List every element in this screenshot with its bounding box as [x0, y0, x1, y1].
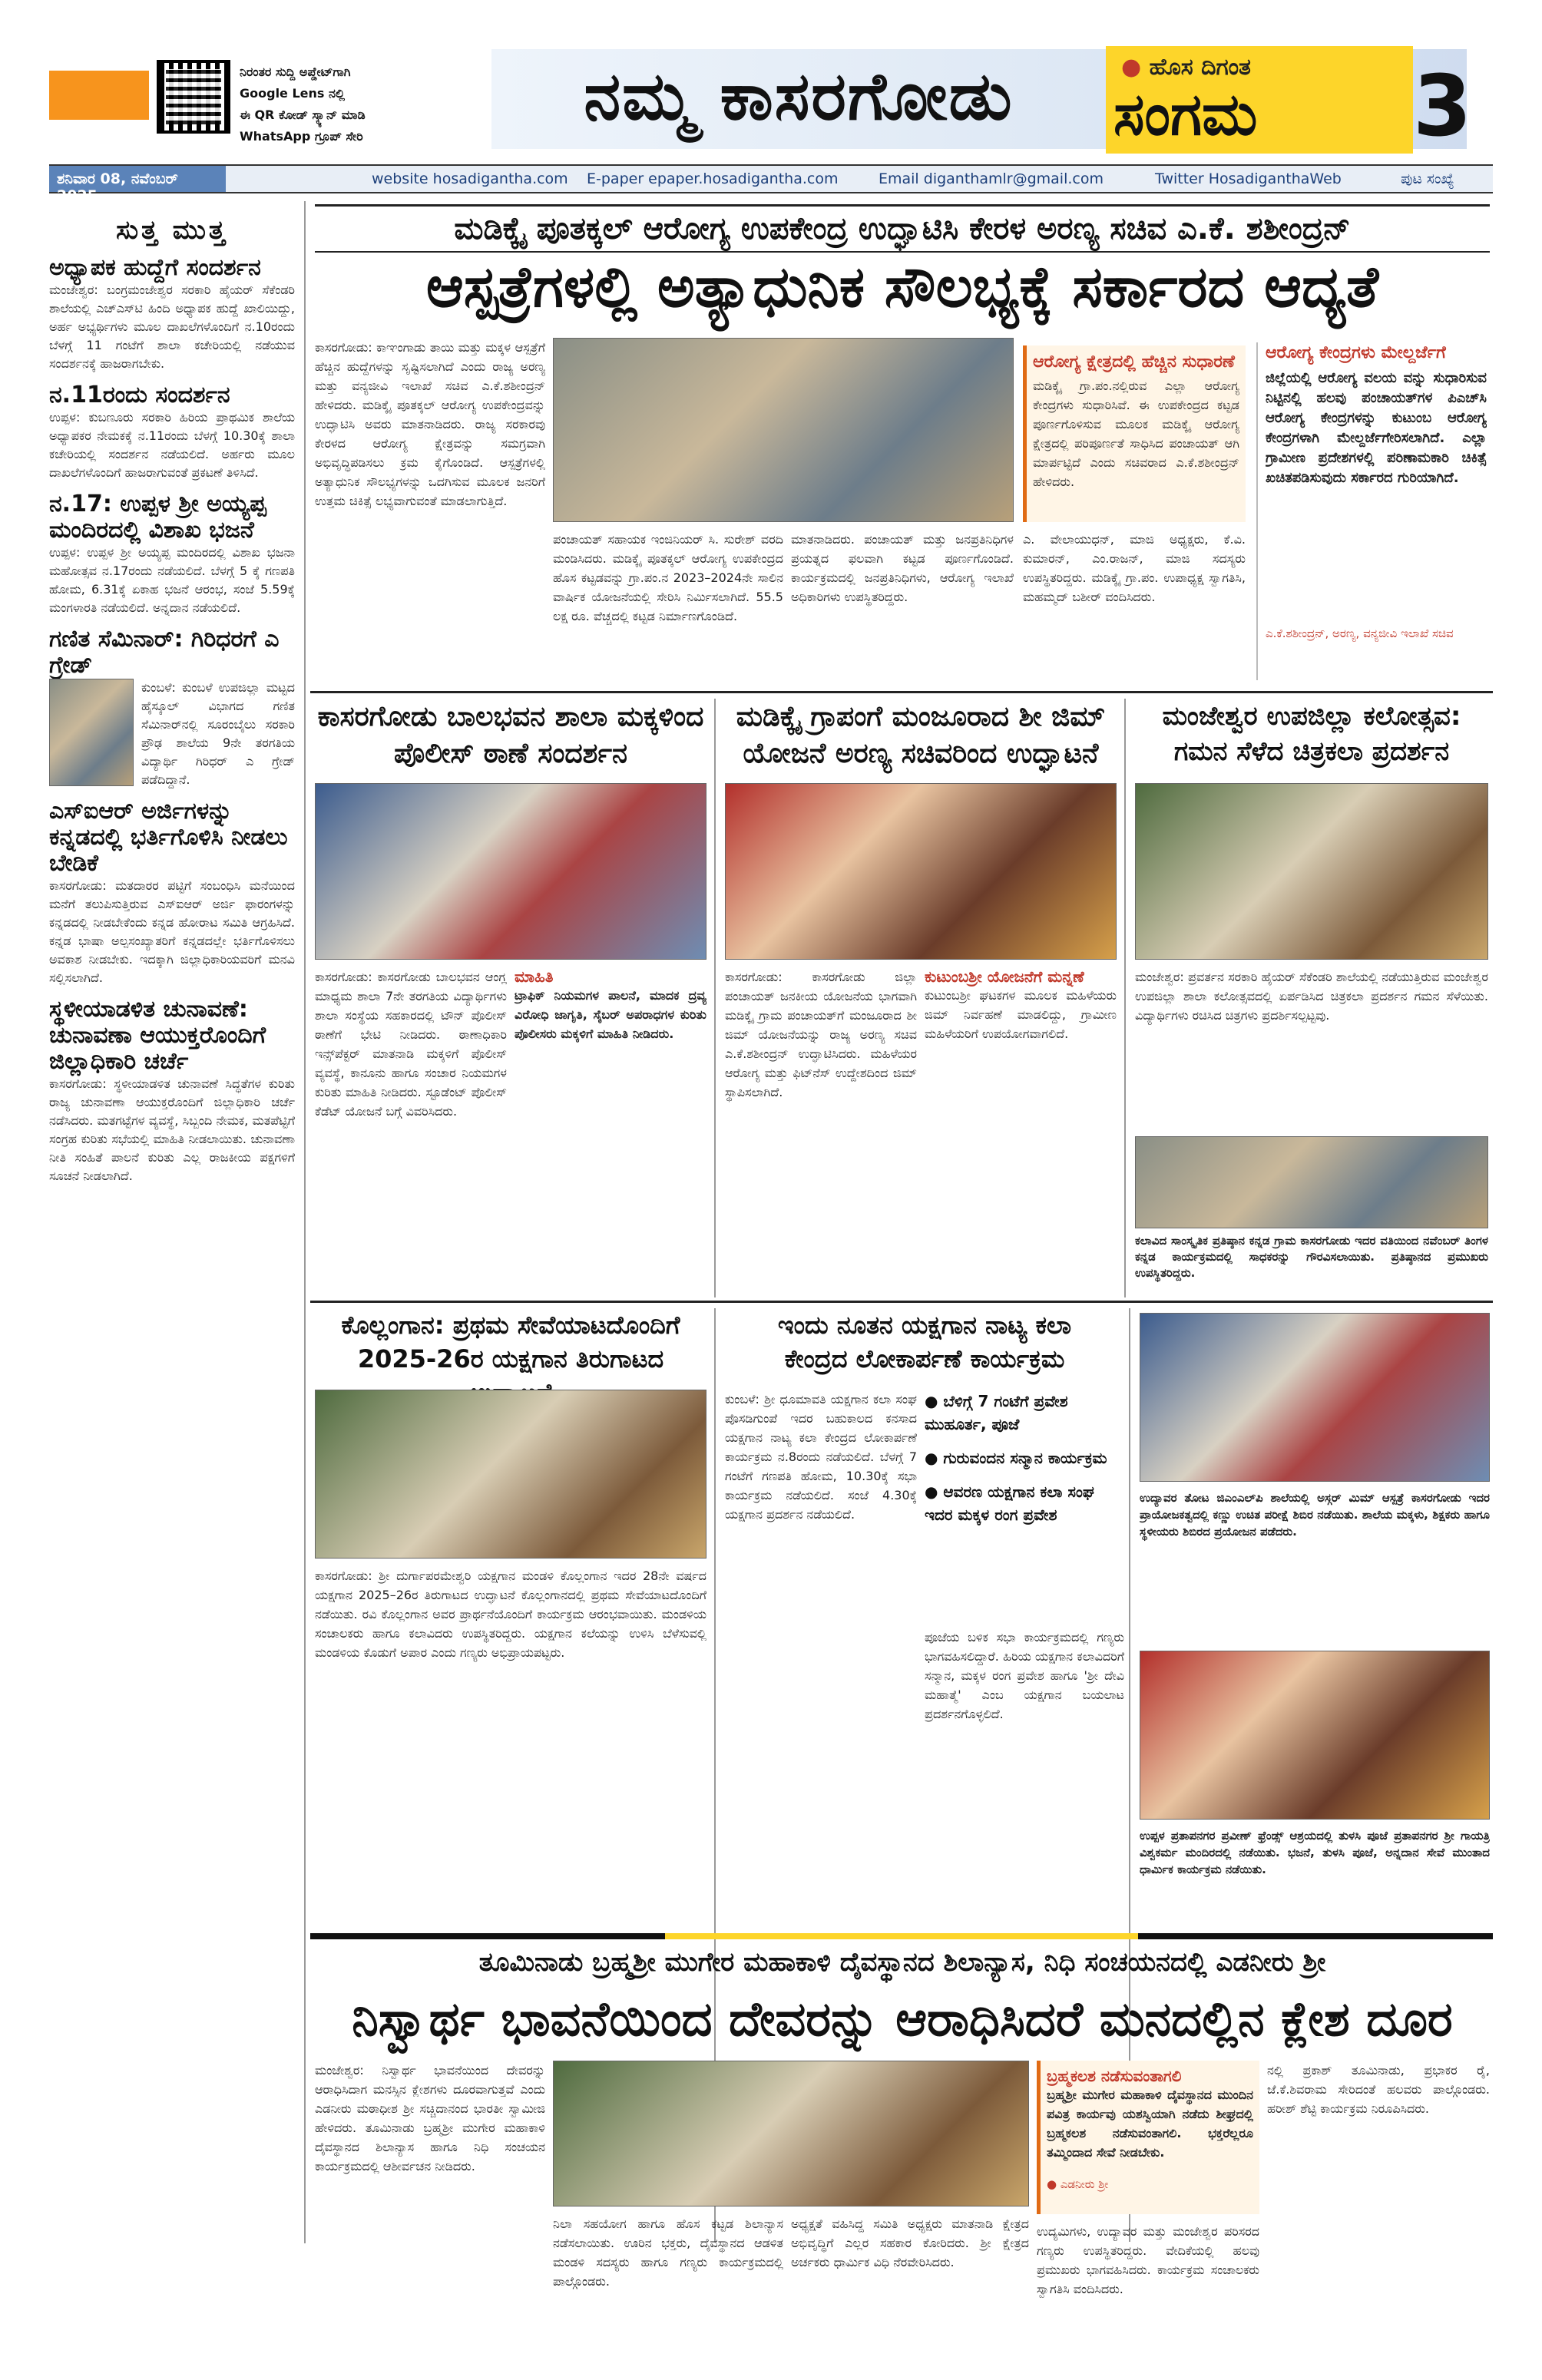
issue-date: ಶನಿವಾರ 08, ನವೆಂಬರ್ 2025 — [49, 166, 226, 192]
story-body: ನಿಲಾ ಸಹಯೋಗ ಹಾಗೂ ಹೊಸ ಕಟ್ಟಡ ಶಿಲಾನ್ಯಾಸ ನಡೆಸಲಾಯಿತು. ಊರಿನ ಭಕ್ತರು, ದೈವಸ್ಥಾನದ ಆಡಳಿತ ಮಂಡಳಿ ಸದಸ್ಯರು ಹಾಗೂ ಗಣ್ಯರು ಕಾರ್ಯಕ್ರಮದಲ್ಲಿ ಪಾಲ್ಗೊಂಡರು. — [553, 2216, 783, 2289]
email-link[interactable]: Email diganthamlr@gmail.com — [879, 170, 1104, 187]
school-visit-photo — [315, 783, 706, 960]
program-item-text: ಆವರಣ ಯಕ್ಷಗಾನ ಕಲಾ ಸಂಘ ಇದರ ಮಕ್ಕಳ ರಂಗ ಪ್ರವೇಶ — [925, 1483, 1094, 1524]
page-number: 3 — [1413, 57, 1472, 155]
program-item: ● ಆವರಣ ಯಕ್ಷಗಾನ ಕಲಾ ಸಂಘ ಇದರ ಮಕ್ಕಳ ರಂಗ ಪ್ರವೇಶ — [925, 1483, 1094, 1524]
epaper-link[interactable]: E-paper epaper.hosadigantha.com — [587, 170, 839, 187]
story-body: ಮಂಜೇಶ್ವರ: ಪ್ರವರ್ತನ ಸರಕಾರಿ ಹೈಯರ್ ಸೆಕೆಂಡರಿ ಶಾಲೆಯಲ್ಲಿ ನಡೆಯುತ್ತಿರುವ ಮಂಜೇಶ್ವರ ಉಪಜಿಲ್ಲಾ ಶಾಲಾ ಕಲೋತ್ಸವದಲ್ಲಿ ಏರ್ಪಡಿಸಿದ ಚಿತ್ರಕಲಾ ಪ್ರದರ್ಶನ ಗಮನ ಸೆಳೆಯಿತು. ವಿದ್ಯಾರ್ಥಿಗಳು ರಚಿಸಿದ ಚಿತ್ರಗಳು ಪ್ರದರ್ಶಿಸಲ್ಪಟ್ಟವು. — [1135, 970, 1488, 1023]
lead-headline: ಆಸ್ಪತ್ರೆಗಳಲ್ಲಿ ಅತ್ಯಾಧುನಿಕ ಸೌಲಭ್ಯಕ್ಕೆ ಸರ್ಕಾರದ ಆದ್ಯತೆ — [425, 254, 1379, 320]
story-body: ಕಾಸರಗೋಡು: ಕಾಸರಗೋಡು ಬಾಲಭವನ ಆಂಗ್ಲ ಮಾಧ್ಯಮ ಶಾಲಾ 7ನೇ ತರಗತಿಯ ವಿದ್ಯಾರ್ಥಿಗಳು ಶಾಲಾ ಸಂಸ್ಥೆಯ ಸಹಕಾರದಲ್ಲಿ ಟೌನ್ ಪೊಲೀಸ್ ಠಾಣೆಗೆ ಭೇಟಿ ನೀಡಿದರು. ಠಾಣಾಧಿಕಾರಿ ಇನ್ಸ್‌ಪೆಕ್ಟರ್ ಮಾತನಾಡಿ ಮಕ್ಕಳಿಗೆ ಪೊಲೀಸ್ ವ್ಯವಸ್ಥೆ, ಕಾನೂನು ಹಾಗೂ ಸಂಚಾರ ನಿಯಮಗಳ ಕುರಿತು ಮಾಹಿತಿ ನೀಡಿದರು. ಸ್ಟೂಡೆಂಟ್ ಪೊಲೀಸ್ ಕೆಡೆಟ್ ಯೋಜನೆ ಬಗ್ಗೆ ವಿವರಿಸಿದರು. — [315, 970, 507, 1119]
story-body: ಉದ್ಯಮಿಗಳು, ಉದ್ಯಾವರ ಮತ್ತು ಮಂಜೇಶ್ವರ ಪರಿಸರದ ಗಣ್ಯರು ಉಪಸ್ಥಿತರಿದ್ದರು. ವೇದಿಕೆಯಲ್ಲಿ ಹಲವು ಪ್ರಮುಖರು ಭಾಗವಹಿಸಿದರು. ಕಾರ್ಯಕ್ರಮ ಸಂಚಾಲಕರು ಸ್ವಾಗತಿಸಿ ವಂದಿಸಿದರು. — [1037, 2224, 1259, 2296]
quote-body: ಜಿಲ್ಲೆಯಲ್ಲಿ ಆರೋಗ್ಯ ವಲಯ ವನ್ನು ಸುಧಾರಿಸುವ ನಿಟ್ಟಿನಲ್ಲಿ ಹಲವು ಪಂಚಾಯತ್‌ಗಳ ಪಿಎಚ್‌ಸಿ ಆರೋಗ್ಯ ಕೇಂದ್ರಗಳನ್ನು ಕುಟುಂಬ ಆರೋಗ್ಯ ಕೇಂದ್ರಗಳಾಗಿ ಮೇಲ್ದರ್ಜೆಗೇರಿಸಲಾಗಿದೆ. ಎಲ್ಲಾ ಗ್ರಾಮೀಣ ಪ್ರದೇಶಗಳಲ್ಲಿ ಪರಿಣಾಮಕಾರಿ ಚಿಕಿತ್ಸೆ ಖಚಿತಪಡಿಸುವುದು ಸರ್ಕಾರದ ಗುರಿಯಾಗಿದೆ. — [1266, 370, 1487, 486]
note-body: ಕುಟುಂಬಶ್ರೀ ಘಟಕಗಳ ಮೂಲಕ ಮಹಿಳೆಯರು ಜಿಮ್ ನಿರ್ವಹಣೆ ಮಾಡಲಿದ್ದು, ಗ್ರಾಮೀಣ ಮಹಿಳೆಯರಿಗೆ ಉಪಯೋಗವಾಗಲಿದೆ. — [925, 988, 1117, 1041]
brief-body: ಕಾಸರಗೋಡು: ಮತದಾರರ ಪಟ್ಟಿಗೆ ಸಂಬಂಧಿಸಿ ಮನೆಯಿಂದ ಮನೆಗೆ ತಲುಪಿಸುತ್ತಿರುವ ಎಸ್‌ಐಆರ್ ಅರ್ಜಿ ಫಾರಂಗಳನ್ನು ಕನ್ನಡದಲ್ಲಿ ನೀಡಬೇಕೆಂದು ಕನ್ನಡ ಹೋರಾಟ ಸಮಿತಿ ಆಗ್ರಹಿಸಿದೆ. ಕನ್ನಡ ಭಾಷಾ ಅಲ್ಪಸಂಖ್ಯಾತರಿಗೆ ಕನ್ನಡದಲ್ಲೇ ಭರ್ತಿಗೊಳಿಸಲು ಅವಕಾಶ ನೀಡಬೇಕು. ಇದಕ್ಕಾಗಿ ಜಿಲ್ಲಾಧಿಕಾರಿಯವರಿಗೆ ಮನವಿ ಸಲ್ಲಿಸಲಾಗಿದೆ. — [49, 878, 295, 985]
brief-heading: ಎಸ್‌ಐಆರ್ ಅರ್ಜಿಗಳನ್ನು ಕನ್ನಡದಲ್ಲಿ ಭರ್ತಿಗೊಳಿಸಿ ನೀಡಲು ಬೇಡಿಕೆ — [49, 798, 288, 877]
sidebar-logo: ಸುತ್ತ ಮುತ್ತ — [116, 215, 228, 246]
eye-camp-photo — [1140, 1313, 1490, 1482]
headline-line: 2025-26ರ ಯಕ್ಷಗಾನ ತಿರುಗಾಟದ — [357, 1344, 664, 1373]
photo-caption: ಕಲಾವಿದ ಸಾಂಸ್ಕೃತಿಕ ಪ್ರತಿಷ್ಠಾನ ಕನ್ನಡ ಗ್ರಾಮ ಕಾಸರಗೋಡು ಇದರ ವತಿಯಿಂದ ನವೆಂಬರ್ ತಿಂಗಳ ಕನ್ನಡ ಕಾರ್ಯಕ್ರಮದಲ್ಲಿ ಸಾಧಕರನ್ನು ಗೌರವಿಸಲಾಯಿತು. ಪ್ರತಿಷ್ಠಾನದ ಪ್ರಮುಖರು ಉಪಸ್ಥಿತರಿದ್ದರು. — [1135, 1234, 1488, 1280]
note-title: ಕುಟುಂಬಶ್ರೀ ಯೋಜನೆಗೆ ಮನ್ನಣೆ — [925, 967, 1084, 986]
brief-body: ಉಪ್ಪಳ: ಉಪ್ಪಳ ಶ್ರೀ ಅಯ್ಯಪ್ಪ ಮಂದಿರದಲ್ಲಿ ವಿಶಾಖ ಭಜನಾ ಮಹೋತ್ಸವ ನ.17ರಂದು ನಡೆಯಲಿದೆ. ಬೆಳಗ್ಗೆ 5 ಕ್ಕೆ ಗಣಪತಿ ಹೋಮ, 6.31ಕ್ಕೆ ಏಕಾಹ ಭಜನೆ ಆರಂಭ, ಸಂಜೆ 5.59ಕ್ಕೆ ಮಂಗಳಾರತಿ ನಡೆಯಲಿದೆ. ಅನ್ನದಾನ ನಡೆಯಲಿದೆ. — [49, 545, 295, 615]
section-rule — [310, 1933, 1493, 1939]
brief-body: ಮಂಜೇಶ್ವರ: ಬಂಗ್ರಮಂಜೇಶ್ವರ ಸರಕಾರಿ ಹೈಯರ್ ಸೆಕೆಂಡರಿ ಶಾಲೆಯಲ್ಲಿ ಎಚ್‌ಎಸ್‌ಟಿ ಹಿಂದಿ ಅಧ್ಯಾಪಕ ಹುದ್ದೆ ಖಾಲಿಯಿದ್ದು, ಅರ್ಹ ಅಭ್ಯರ್ಥಿಗಳು ಮೂಲ ದಾಖಲೆಗಳೊಂದಿಗೆ ನ.10ರಂದು ಬೆಳಗ್ಗೆ 11 ಗಂಟೆಗೆ ಶಾಲಾ ಕಚೇರಿಯಲ್ಲಿ ನಡೆಯುವ ಸಂದರ್ಶನಕ್ಕೆ ಹಾಜರಾಗಬೇಕು. — [49, 283, 295, 371]
callout-body: ಮಡಿಕ್ಕೈ ಗ್ರಾ.ಪಂ.ನಲ್ಲಿರುವ ಎಲ್ಲಾ ಆರೋಗ್ಯ ಕೇಂದ್ರಗಳು ಸುಧಾರಿಸಿವೆ. ಈ ಉಪಕೇಂದ್ರದ ಕಟ್ಟಡ ಪೂರ್ಣಗೊಳಿಸುವ ಮೂಲಕ ಮಡಿಕ್ಕೈ ಆರೋಗ್ಯ ಕ್ಷೇತ್ರದಲ್ಲಿ ಪರಿಪೂರ್ಣತೆ ಸಾಧಿಸಿದ ಪಂಚಾಯತ್ ಆಗಿ ಮಾರ್ಪಟ್ಟಿದೆ ಎಂದು ಸಚಿವರಾದ ಎ.ಕೆ.ಶಶೀಂದ್ರನ್ ಹೇಳಿದರು. — [1033, 378, 1239, 489]
page-title: ನಮ್ಮ ಕಾಸರಗೋಡು — [584, 58, 1014, 135]
brief-heading: ನ.11ರಂದು ಸಂದರ್ಶನ — [49, 382, 230, 408]
brief-heading: ಸ್ಥಳೀಯಾಡಳಿತ ಚುನಾವಣೆ: ಚುನಾವಣಾ ಆಯುಕ್ತರೊಂದಿಗೆ ಜಿಲ್ಲಾಧಿಕಾರಿ ಚರ್ಚೆ — [49, 996, 266, 1075]
quote-author: ಎ.ಕೆ.ಶಶೀಂದ್ರನ್, ಅರಣ್ಯ, ವನ್ಯಜೀವಿ ಇಲಾಖೆ ಸಚಿವ — [1266, 626, 1454, 640]
website-link[interactable]: website hosadigantha.com — [372, 170, 568, 187]
section-rule — [310, 1301, 1493, 1303]
headline-line: ಕೊಲ್ಲಂಗಾನ: ಪ್ರಥಮ ಸೇವೆಯಾಟದೊಂದಿಗೆ — [341, 1311, 680, 1340]
lead-callout — [1023, 345, 1246, 522]
callout-author-name: ಎಡನೀರು ಶ್ರೀ — [1060, 2177, 1109, 2191]
story-body: ನಲ್ಲಿ ಪ್ರಕಾಶ್ ತೂಮಿನಾಡು, ಪ್ರಭಾಕರ ರೈ, ಜೆ.ಕೆ.ಶಿವರಾಮ ಸೇರಿದಂತೆ ಹಲವರು ಪಾಲ್ಗೊಂಡರು. ಹರೀಶ್ ಶೆಟ್ಟಿ ಕಾರ್ಯಕ್ರಮ ನಿರೂಪಿಸಿದರು. — [1267, 2063, 1490, 2116]
qr-line: WhatsApp ಗ್ರೂಪ್ ಸೇರಿ — [240, 129, 363, 144]
callout-title: ಬ್ರಹ್ಮಕಲಶ ನಡೆಸುವಂತಾಗಲಿ — [1047, 2067, 1182, 2085]
headline-line: ಇಂದು ನೂತನ ಯಕ್ಷಗಾನ ನಾಟ್ಯ ಕಲಾ — [777, 1311, 1072, 1340]
program-item: ● ಗುರುವಂದನ ಸನ್ಮಾನ ಕಾರ್ಯಕ್ರಮ — [925, 1449, 1107, 1467]
minister-quote — [1256, 342, 1487, 680]
student-photo — [49, 679, 134, 786]
felicitation-photo — [1135, 1136, 1488, 1228]
qr-code-icon[interactable] — [157, 60, 230, 134]
temple-photo — [553, 2061, 1029, 2206]
brand-label: ಹೊಸ ದಿಗಂತ — [1149, 54, 1251, 81]
column-divider — [714, 699, 716, 1297]
gym-inauguration-photo — [725, 783, 1117, 960]
callout-title: ಆರೋಗ್ಯ ಕ್ಷೇತ್ರದಲ್ಲಿ ಹೆಚ್ಚಿನ ಸುಧಾರಣೆ — [1033, 352, 1235, 372]
art-exhibition-photo — [1135, 783, 1488, 960]
lead-body: ಎ. ವೇಲಾಯುಧನ್, ಮಾಜಿ ಅಧ್ಯಕ್ಷರು, ಕೆ.ವಿ. ಕುಮಾರನ್, ಎಂ.ರಾಜನ್, ಮಾಜಿ ಸದಸ್ಯರು ಉಪಸ್ಥಿತರಿದ್ದರು. ಮಡಿಕ್ಕೈ ಗ್ರಾ.ಪಂ. ಉಪಾಧ್ಯಕ್ಷ ಸ್ವಾಗತಿಸಿ, ಮಹಮ್ಮದ್ ಬಶೀರ್ ವಂದಿಸಿದರು. — [1023, 532, 1246, 604]
twitter-link[interactable]: Twitter HosadiganthaWeb — [1155, 170, 1342, 187]
brief-body: ಕುಂಬಳೆ: ಕುಂಬಳೆ ಉಪಜಿಲ್ಲಾ ಮಟ್ಟದ ಹೈಸ್ಕೂಲ್ ವಿಭಾಗದ ಗಣಿತ ಸೆಮಿನಾರ್‌ನಲ್ಲಿ ಸೂರಂಬೈಲು ಸರಕಾರಿ ಪ್ರೌಢ ಶಾಲೆಯ 9ನೇ ತರಗತಿಯ ವಿದ್ಯಾರ್ಥಿ ಗಿರಿಧರ್ ಎ ಗ್ರೇಡ್ ಪಡೆದಿದ್ದಾನೆ. — [141, 680, 295, 787]
story-body: ಮಂಜೇಶ್ವರ: ನಿಸ್ವಾರ್ಥ ಭಾವನೆಯಿಂದ ದೇವರನ್ನು ಆರಾಧಿಸಿದಾಗ ಮನಸ್ಸಿನ ಕ್ಲೇಶಗಳು ದೂರವಾಗುತ್ತವೆ ಎಂದು ಎಡನೀರು ಮಠಾಧೀಶ ಶ್ರೀ ಸಚ್ಚಿದಾನಂದ ಭಾರತೀ ಸ್ವಾಮೀಜಿ ಹೇಳಿದರು. ತೂಮಿನಾಡು ಬ್ರಹ್ಮಶ್ರೀ ಮುಗೇರ ಮಹಾಕಾಳಿ ದೈವಸ್ಥಾನದ ಶಿಲಾನ್ಯಾಸ ಹಾಗೂ ನಿಧಿ ಸಂಚಯನ ಕಾರ್ಯಕ್ರಮದಲ್ಲಿ ಆಶೀರ್ವಚನ ನೀಡಿದರು. — [315, 2063, 545, 2173]
lead-body: ಕಾಸರಗೋಡು: ಕಾಞಂಗಾಡು ತಾಯಿ ಮತ್ತು ಮಕ್ಕಳ ಆಸ್ಪತ್ರೆಗೆ ಹೆಚ್ಚಿನ ಹುದ್ದೆಗಳನ್ನು ಸೃಷ್ಟಿಸಲಾಗಿದೆ ಎಂದು ರಾಜ್ಯ ಅರಣ್ಯ ಮತ್ತು ವನ್ಯಜೀವಿ ಇಲಾಖೆ ಸಚಿವ ಎ.ಕೆ.ಶಶೀಂದ್ರನ್ ಹೇಳಿದರು. ಮಡಿಕ್ಕೈ ಪೂತಕ್ಕಲ್ ಆರೋಗ್ಯ ಉಪಕೇಂದ್ರವನ್ನು ಉದ್ಘಾಟಿಸಿ ಅವರು ಮಾತನಾಡಿದರು. ರಾಜ್ಯ ಸರಕಾರವು ಕೇರಳದ ಆರೋಗ್ಯ ಕ್ಷೇತ್ರವನ್ನು ಸಮಗ್ರವಾಗಿ ಅಭಿವೃದ್ಧಿಪಡಿಸಲು ಕ್ರಮ ಕೈಗೊಂಡಿದೆ. ಆಸ್ಪತ್ರೆಗಳಲ್ಲಿ ಅತ್ಯಾಧುನಿಕ ಸೌಲಭ್ಯಗಳನ್ನು ಒದಗಿಸುವ ಮೂಲಕ ಜನರಿಗೆ ಉತ್ತಮ ಚಿಕಿತ್ಸೆ ಲಭ್ಯವಾಗುವಂತೆ ಮಾಡಲಾಗುತ್ತಿದೆ. — [315, 340, 545, 508]
section-rule — [310, 691, 1493, 693]
supplement-title: ಸಂಗಮ — [1113, 80, 1258, 148]
headline-line: ಕೇಂದ್ರದ ಲೋಕಾರ್ಪಣೆ ಕಾರ್ಯಕ್ರಮ — [784, 1344, 1065, 1373]
brand-name: ● ಹೊಸ ದಿಗಂತ — [1121, 54, 1251, 81]
lead-body: ಮಾತನಾಡಿದರು. ಪಂಚಾಯತ್ ಮತ್ತು ಜನಪ್ರತಿನಿಧಿಗಳ ಪ್ರಯತ್ನದ ಫಲವಾಗಿ ಕಟ್ಟಡ ಪೂರ್ಣಗೊಂಡಿದೆ. ಕಾರ್ಯಕ್ರಮದಲ್ಲಿ ಜನಪ್ರತಿನಿಧಿಗಳು, ಆರೋಗ್ಯ ಇಲಾಖೆ ಅಧಿಕಾರಿಗಳು ಉಪಸ್ಥಿತರಿದ್ದರು. — [791, 532, 1014, 604]
note-body: ಟ್ರಾಫಿಕ್ ನಿಯಮಗಳ ಪಾಲನೆ, ಮಾದಕ ದ್ರವ್ಯ ವಿರೋಧಿ ಜಾಗೃತಿ, ಸೈಬರ್ ಅಪರಾಧಗಳ ಕುರಿತು ಪೊಲೀಸರು ಮಕ್ಕಳಿಗೆ ಮಾಹಿತಿ ನೀಡಿದರು. — [515, 988, 706, 1041]
story-note — [515, 967, 706, 1290]
sidebar — [49, 207, 295, 1185]
tulasi-pooja-photo — [1140, 1651, 1490, 1820]
quote-title: ಆರೋಗ್ಯ ಕೇಂದ್ರಗಳು ಮೇಲ್ದರ್ಜೆಗೆ — [1266, 343, 1446, 362]
story-headline: ಮಂಜೇಶ್ವರ ಉಪಜಿಲ್ಲಾ ಕಲೋತ್ಸವ: ಗಮನ ಸೆಳೆದ ಚಿತ್ರಕಲಾ ಪ್ರದರ್ಶನ — [1162, 701, 1461, 767]
callout-body: ಬ್ರಹ್ಮಶ್ರೀ ಮುಗೇರ ಮಹಾಕಾಳಿ ದೈವಸ್ಥಾನದ ಮುಂದಿನ ಪವಿತ್ರ ಕಾರ್ಯವು ಯಶಸ್ವಿಯಾಗಿ ನಡೆದು ಶೀಘ್ರದಲ್ಲಿ ಬ್ರಹ್ಮಕಲಶ ನಡೆಸುವಂತಾಗಲಿ. ಭಕ್ತರೆಲ್ಲರೂ ತಮ್ಮಿಂದಾದ ಸೇವೆ ನೀಡಬೇಕು. — [1047, 2087, 1253, 2160]
story-body: ಕಾಸರಗೋಡು: ಶ್ರೀ ದುರ್ಗಾಪರಮೇಶ್ವರಿ ಯಕ್ಷಗಾನ ಮಂಡಳಿ ಕೊಲ್ಲಂಗಾನ ಇದರ 28ನೇ ವರ್ಷದ ಯಕ್ಷಗಾನ 2025–26ರ ತಿರುಗಾಟದ ಉದ್ಘಾಟನೆ ಕೊಲ್ಲಂಗಾನದಲ್ಲಿ ಪ್ರಥಮ ಸೇವೆಯಾಟದೊಂದಿಗೆ ನಡೆಯಿತು. ರವಿ ಕೊಲ್ಲಂಗಾನ ಅವರ ಪ್ರಾರ್ಥನೆಯೊಂದಿಗೆ ಕಾರ್ಯಕ್ರಮ ಆರಂಭವಾಯಿತು. ಮಂಡಳಿಯ ಸಂಚಾಲಕರು ಹಾಗೂ ಕಲಾವಿದರು ಉಪಸ್ಥಿತರಿದ್ದರು. ಯಕ್ಷಗಾನ ಕಲೆಯನ್ನು ಉಳಿಸಿ ಬೆಳೆಸುವಲ್ಲಿ ಮಂಡಳಿಯ ಕೊಡುಗೆ ಅಪಾರ ಎಂದು ಗಣ್ಯರು ಅಭಿಪ್ರಾಯಪಟ್ಟರು. — [315, 1568, 706, 1660]
arts-centre-headline — [725, 1308, 1124, 1376]
program-item: ● ಬೆಳಿಗ್ಗೆ 7 ಗಂಟೆಗೆ ಪ್ರವೇಶ ಮುಹೂರ್ತ, ಪೂಜೆ — [925, 1392, 1068, 1433]
story-headline: ಮಡಿಕ್ಕೈ ಗ್ರಾಪಂಗೆ ಮಂಜೂರಾದ ಶೀ ಜಿಮ್ ಯೋಜನೆ ಅರಣ್ಯ ಸಚಿವರಿಂದ ಉದ್ಘಾಟನೆ — [736, 701, 1106, 769]
bottom-kicker: ತೂಮಿನಾಡು ಬ್ರಹ್ಮಶ್ರೀ ಮುಗೇರ ಮಹಾಕಾಳಿ ದೈವಸ್ಥಾನದ ಶಿಲಾನ್ಯಾಸ, ನಿಧಿ ಸಂಚಯನದಲ್ಲಿ ಎಡನೀರು ಶ್ರೀ — [478, 1947, 1326, 1978]
column-divider — [304, 201, 306, 2243]
photo-caption: ಉಪ್ಪಳ ಪ್ರತಾಪನಗರ ಪ್ರವೀಣ್ ಫ್ರೆಂಡ್ಸ್ ಆಶ್ರಯದಲ್ಲಿ ತುಳಸಿ ಪೂಜೆ ಪ್ರತಾಪನಗರ ಶ್ರೀ ಗಾಯತ್ರಿ ವಿಶ್ವಕರ್ಮ ಮಂದಿರದಲ್ಲಿ ನಡೆಯಿತು. ಭಜನೆ, ತುಳಸಿ ಪೂಜೆ, ಅನ್ನದಾನ ಸೇವೆ ಮುಂತಾದ ಧಾರ್ಮಿಕ ಕಾರ್ಯಕ್ರಮ ನಡೆಯಿತು. — [1140, 1829, 1490, 1876]
brief-body: ಕಾಸರಗೋಡು: ಸ್ಥಳೀಯಾಡಳಿತ ಚುನಾವಣೆ ಸಿದ್ಧತೆಗಳ ಕುರಿತು ರಾಜ್ಯ ಚುನಾವಣಾ ಆಯುಕ್ತರೊಂದಿಗೆ ಜಿಲ್ಲಾಧಿಕಾರಿ ಚರ್ಚೆ ನಡೆಸಿದರು. ಮತಗಟ್ಟೆಗಳ ವ್ಯವಸ್ಥೆ, ಸಿಬ್ಬಂದಿ ನೇಮಕ, ಮತಪೆಟ್ಟಿಗೆ ಸಂಗ್ರಹ ಕುರಿತು ಸಭೆಯಲ್ಲಿ ಮಾಹಿತಿ ನೀಡಲಾಯಿತು. ಚುನಾವಣಾ ನೀತಿ ಸಂಹಿತೆ ಪಾಲನೆ ಕುರಿತು ಎಲ್ಲ ರಾಜಕೀಯ ಪಕ್ಷಗಳಿಗೆ ಸೂಚನೆ ನೀಡಲಾಗಿದೆ. — [49, 1076, 295, 1183]
story-body: ಪೂಜೆಯ ಬಳಿಕ ಸಭಾ ಕಾರ್ಯಕ್ರಮದಲ್ಲಿ ಗಣ್ಯರು ಭಾಗವಹಿಸಲಿದ್ದಾರೆ. ಹಿರಿಯ ಯಕ್ಷಗಾನ ಕಲಾವಿದರಿಗೆ ಸನ್ಮಾನ, ಮಕ್ಕಳ ರಂಗ ಪ್ರವೇಶ ಹಾಗೂ 'ಶ್ರೀ ದೇವಿ ಮಹಾತ್ಮೆ' ಎಂಬ ಯಕ್ಷಗಾನ ಬಯಲಾಟ ಪ್ರದರ್ಶನಗೊಳ್ಳಲಿದೆ. — [925, 1630, 1124, 1721]
qr-instructions — [240, 61, 493, 147]
brief-body: ಉಪ್ಪಳ: ಕುಬಣೂರು ಸರಕಾರಿ ಹಿರಿಯ ಪ್ರಾಥಮಿಕ ಶಾಲೆಯ ಅಧ್ಯಾಪಕರ ನೇಮಕಕ್ಕೆ ನ.11ರಂದು ಬೆಳಗ್ಗೆ 10.30ಕ್ಕೆ ಶಾಲಾ ಕಚೇರಿಯಲ್ಲಿ ಸಂದರ್ಶನ ನಡೆಯಲಿದೆ. ಅರ್ಹರು ಮೂಲ ದಾಖಲೆಗಳೊಂದಿಗೆ ಹಾಜರಾಗುವಂತೆ ಪ್ರಕಟಣೆ ತಿಳಿಸಿದೆ. — [49, 410, 295, 480]
masthead — [0, 0, 1542, 161]
program-item-text: ಗುರುವಂದನ ಸನ್ಮಾನ ಕಾರ್ಯಕ್ರಮ — [943, 1449, 1107, 1467]
lead-body: ಪಂಚಾಯತ್ ಸಹಾಯಕ ಇಂಜಿನಿಯರ್ ಸಿ. ಸುರೇಶ್ ವರದಿ ಮಂಡಿಸಿದರು. ಮಡಿಕ್ಕೈ ಪೂತಕ್ಕಲ್ ಆರೋಗ್ಯ ಉಪಕೇಂದ್ರದ ಹೊಸ ಕಟ್ಟಡವನ್ನು ಗ್ರಾ.ಪಂ.ನ 2023–2024ನೇ ಸಾಲಿನ ವಾರ್ಷಿಕ ಯೋಜನೆಯಲ್ಲಿ ಸೇರಿಸಿ ನಿರ್ಮಿಸಲಾಗಿದೆ. 55.5 ಲಕ್ಷ ರೂ. ವೆಚ್ಚದಲ್ಲಿ ಕಟ್ಟಡ ನಿರ್ಮಾಣಗೊಂಡಿದೆ. — [553, 532, 783, 623]
info-bar — [49, 164, 1493, 204]
bottom-headline: ನಿಸ್ವಾರ್ಥ ಭಾವನೆಯಿಂದ ದೇವರನ್ನು ಆರಾಧಿಸಿದರೆ ಮನದಲ್ಲಿನ ಕ್ಲೇಶ ದೂರ — [352, 1991, 1453, 2047]
program-list — [925, 1390, 1124, 1526]
bottom-callout — [1037, 2061, 1259, 2214]
photo-caption: ಉದ್ಯಾವರ ತೋಟ ಜಿಎಂಎಲ್‌ಪಿ ಶಾಲೆಯಲ್ಲಿ ಅಸ್ಗರ್ ಮಿಮ್ ಆಸ್ಪತ್ರೆ ಕಾಸರಗೋಡು ಇದರ ಪ್ರಾಯೋಜಕತ್ವದಲ್ಲಿ ಕಣ್ಣು ಉಚಿತ ಪರೀಕ್ಷೆ ಶಿಬಿರ ನಡೆಯಿತು. ಶಾಲೆಯ ಮಕ್ಕಳು, ಶಿಕ್ಷಕರು ಹಾಗೂ ಸ್ಥಳೀಯರು ಶಿಬಿರದ ಪ್ರಯೋಜನ ಪಡೆದರು. — [1140, 1491, 1490, 1539]
callout-author: ● ಎಡನೀರು ಶ್ರೀ — [1047, 2177, 1109, 2191]
issue-number: ಪುಟ ಸಂಖ್ಯೆ — [1401, 170, 1454, 187]
story-body: ಅಧ್ಯಕ್ಷತೆ ವಹಿಸಿದ್ದ ಸಮಿತಿ ಅಧ್ಯಕ್ಷರು ಮಾತನಾಡಿ ಕ್ಷೇತ್ರದ ಅಭಿವೃದ್ಧಿಗೆ ಎಲ್ಲರ ಸಹಕಾರ ಕೋರಿದರು. ಶ್ರೀ ಕ್ಷೇತ್ರದ ಅರ್ಚಕರು ಧಾರ್ಮಿಕ ವಿಧಿ ನೆರವೇರಿಸಿದರು. — [791, 2216, 1029, 2269]
story-body: ಕಾಸರಗೋಡು: ಕಾಸರಗೋಡು ಜಿಲ್ಲಾ ಪಂಚಾಯತ್ ಜನಕೀಯ ಯೋಜನೆಯ ಭಾಗವಾಗಿ ಮಡಿಕ್ಕೈ ಗ್ರಾಮ ಪಂಚಾಯತ್‌ಗೆ ಮಂಜೂರಾದ ಶೀ ಜಿಮ್ ಯೋಜನೆಯನ್ನು ರಾಜ್ಯ ಅರಣ್ಯ ಸಚಿವ ಎ.ಕೆ.ಶಶೀಂದ್ರನ್ ಉದ್ಘಾಟಿಸಿದರು. ಮಹಿಳೆಯರ ಆರೋಗ್ಯ ಮತ್ತು ಫಿಟ್‌ನೆಸ್ ಉದ್ದೇಶದಿಂದ ಜಿಮ್ ಸ್ಥಾಪಿಸಲಾಗಿದೆ. — [725, 970, 917, 1099]
brief-heading: ಅಧ್ಯಾಪಕ ಹುದ್ದೆಗೆ ಸಂದರ್ಶನ — [49, 254, 261, 281]
qr-line: Google Lens ನಲ್ಲಿ — [240, 86, 345, 101]
yakshagana-photo — [315, 1390, 706, 1559]
story-headline: ಕಾಸರಗೋಡು ಬಾಲಭವನ ಶಾಲಾ ಮಕ್ಕಳಿಂದ ಪೊಲೀಸ್ ಠಾಣೆ ಸಂದರ್ಶನ — [317, 701, 704, 769]
brief-heading: ನ.17: ಉಪ್ಪಳ ಶ್ರೀ ಅಯ್ಯಪ್ಪ ಮಂದಿರದಲ್ಲಿ ವಿಶಾಖ ಭಜನೆ — [49, 491, 266, 544]
story-body: ಕುಂಬಳೆ: ಶ್ರೀ ಧೂಮಾವತಿ ಯಕ್ಷಗಾನ ಕಲಾ ಸಂಘ ಪೊಸಡಿಗುಂಪೆ ಇದರ ಬಹುಕಾಲದ ಕನಸಾದ ಯಕ್ಷಗಾನ ನಾಟ್ಯ ಕಲಾ ಕೇಂದ್ರದ ಲೋಕಾರ್ಪಣೆ ಕಾರ್ಯಕ್ರಮ ನ.8ರಂದು ನಡೆಯಲಿದೆ. ಬೆಳಗ್ಗೆ 7 ಗಂಟೆಗೆ ಗಣಪತಿ ಹೋಮ, 10.30ಕ್ಕೆ ಸಭಾ ಕಾರ್ಯಕ್ರಮ ನಡೆಯಲಿದೆ. ಸಂಜೆ 4.30ಕ್ಕೆ ಯಕ್ಷಗಾನ ಪ್ರದರ್ಶನ ನಡೆಯಲಿದೆ. — [725, 1392, 917, 1522]
brief-heading: ಗಣಿತ ಸೆಮಿನಾರ್: ಗಿರಿಧರಗೆ ಎ ಗ್ರೇಡ್ — [49, 626, 280, 679]
column-divider — [1124, 699, 1126, 1297]
lead-kicker: ಮಡಿಕ್ಕೈ ಪೂತಕ್ಕಲ್ ಆರೋಗ್ಯ ಉಪಕೇಂದ್ರ ಉದ್ಘಾಟಿಸಿ ಕೇರಳ ಅರಣ್ಯ ಸಚಿವ ಎ.ಕೆ. ಶಶೀಂದ್ರನ್ — [315, 204, 1490, 253]
note-title: ಮಾಹಿತಿ — [515, 967, 554, 986]
program-item-text: ಬೆಳಿಗ್ಗೆ 7 ಗಂಟೆಗೆ ಪ್ರವೇಶ ಮುಹೂರ್ತ, ಪೂಜೆ — [925, 1392, 1068, 1433]
orange-tab — [49, 71, 149, 120]
qr-line: ಈ QR ಕೋಡ್ ಸ್ಕ್ಯಾನ್ ಮಾಡಿ — [240, 107, 366, 122]
qr-line: ನಿರಂತರ ಸುದ್ದಿ ಅಪ್ಡೇಟ್‌ಗಾಗಿ — [240, 64, 351, 79]
lead-photo — [553, 338, 1014, 522]
story-note — [925, 967, 1117, 1290]
